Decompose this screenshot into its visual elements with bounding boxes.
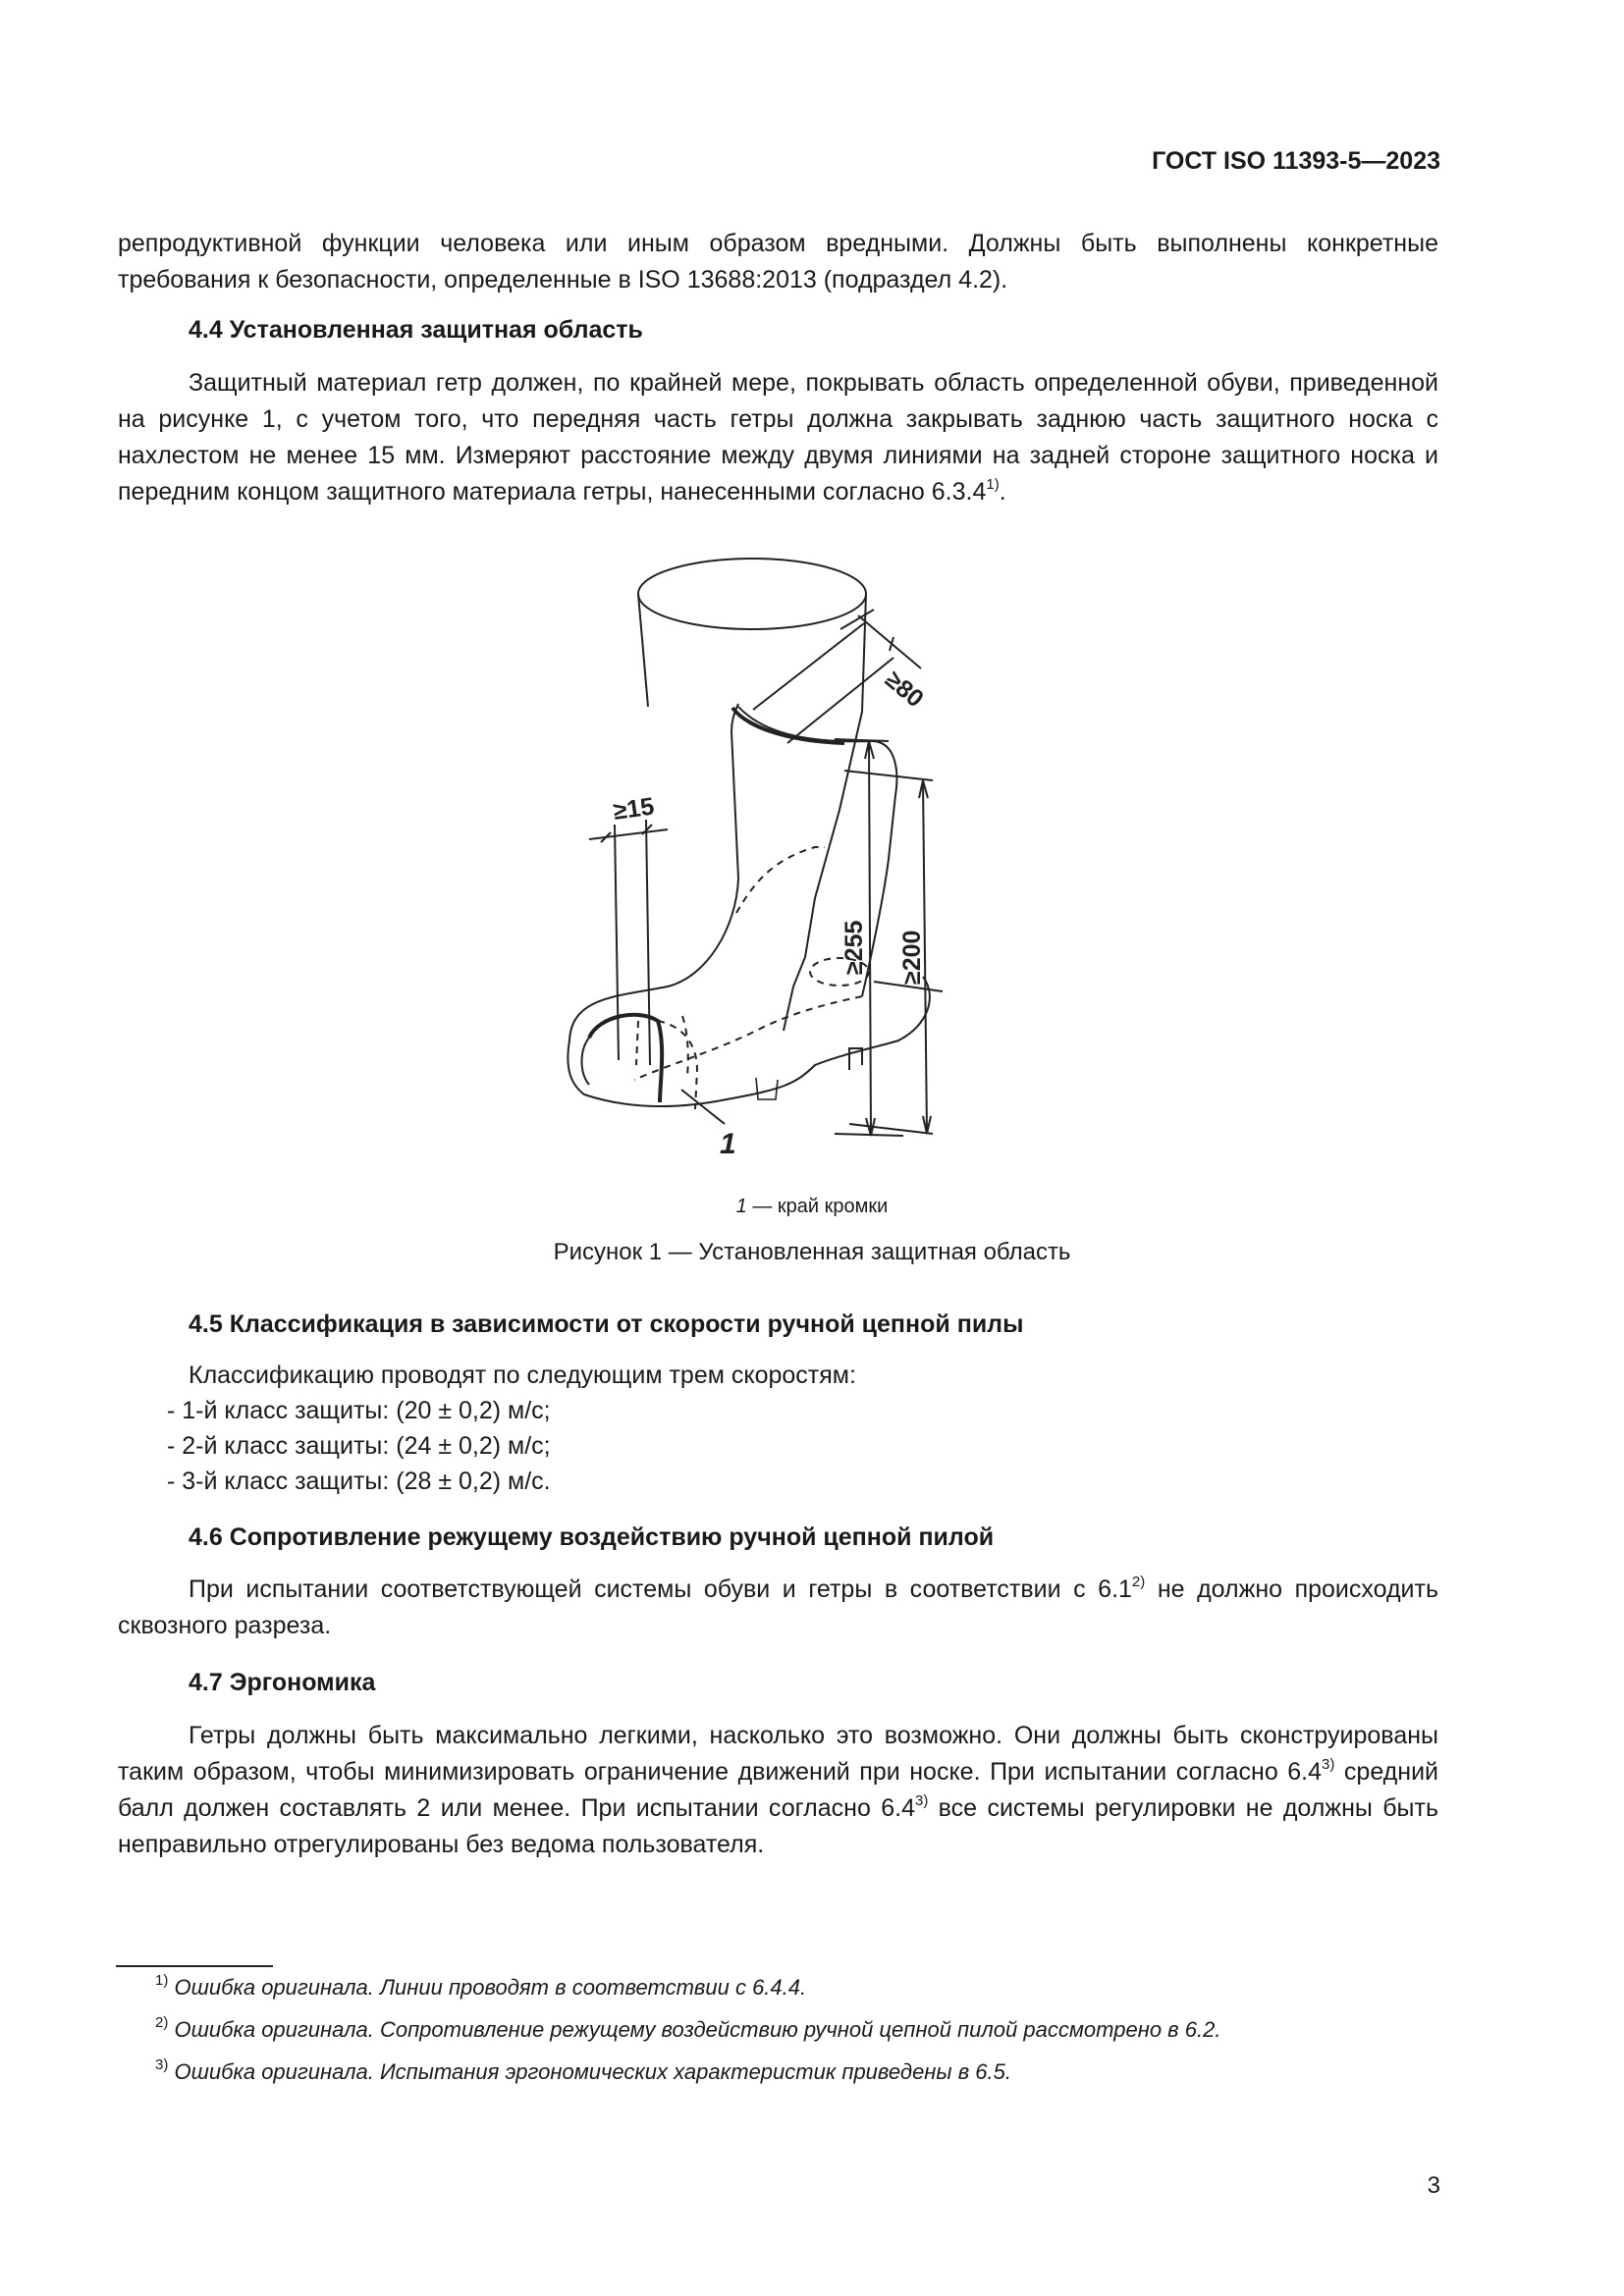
dim-label-80: ≥80 — [880, 666, 929, 714]
footnote-mark-1: 1) — [155, 1971, 169, 1989]
figure-1-boot-drawing — [550, 535, 1021, 1163]
footnote-1 — [155, 1971, 807, 2001]
dim-label-15: ≥15 — [611, 792, 656, 826]
section-4-6-heading: 4.6 Сопротивление режущему воздействию ручной цепной пилой — [189, 1523, 995, 1551]
section-4-4-body: Защитный материал гетр должен, по крайней мере, покрывать область определенной обуви, приведенной на рисунке 1, с учетом того, что передняя часть гетры должна закрывать заднюю часть защитного носка с нахлестом не менее 15 мм. Измеряют расстояние между двумя линиями на задней стороне защитного носка и передним концом защитного материала гетры, нанесенными согласно 6.3.4 — [118, 369, 1438, 506]
footnote-mark-2: 2) — [155, 2013, 169, 2031]
section-4-6-body-a: При испытании соответствующей системы обуви и гетры в соответствии с 6.1 — [189, 1575, 1132, 1603]
dim-label-255: ≥255 — [840, 920, 868, 975]
section-4-4-text — [118, 365, 1438, 510]
footnote-ref-2: 2) — [1131, 1573, 1146, 1590]
footnote-text-1: Ошибка оригинала. Линии проводят в соответствии с 6.4.4. — [174, 1975, 807, 2000]
footnote-mark-3: 3) — [155, 2056, 169, 2073]
document-code: ГОСТ ISO 11393-5—2023 — [1152, 147, 1440, 175]
section-4-6-text — [118, 1572, 1438, 1644]
section-4-6-body-b: не должно происходить сквозного разреза. — [118, 1575, 1439, 1639]
footnote-3 — [155, 2056, 1012, 2085]
figure-marker-1: 1 — [720, 1128, 736, 1160]
class-item-1: - 1-й класс защиты: (20 ± 0,2) м/с; — [167, 1397, 551, 1424]
boot-shaft-top — [638, 559, 866, 629]
intro-paragraph: репродуктивной функции человека или иным образом вредными. Должны быть выполнены конкретные требования к безопасности, определенные в ISO 13688:2013 (подраздел 4.2). — [118, 230, 1438, 294]
class-item-3: - 3-й класс защиты: (28 ± 0,2) м/с. — [167, 1468, 551, 1495]
footnote-2 — [155, 2013, 1221, 2043]
figure-caption: Рисунок 1 — Установленная защитная область — [553, 1239, 1071, 1265]
section-4-7-heading: 4.7 Эргономика — [189, 1669, 376, 1696]
boot-outline — [568, 704, 930, 1106]
footnote-ref-3b: 3) — [914, 1791, 929, 1809]
footnote-ref-1: 1) — [986, 475, 1000, 493]
section-4-7-text — [118, 1718, 1438, 1863]
figure-legend-number: 1 — [735, 1196, 747, 1217]
section-4-7-body-b: средний балл должен составлять 2 или менее. При испытании согласно 6.4 — [118, 1758, 1438, 1822]
footnote-separator — [116, 1965, 273, 1967]
section-4-4-end: . — [999, 478, 1006, 506]
class-item-2: - 2-й класс защиты: (24 ± 0,2) м/с; — [167, 1432, 551, 1460]
footnote-text-2: Ошибка оригинала. Сопротивление режущему воздействию ручной цепной пилой рассмотрено в 6.2. — [174, 2017, 1221, 2042]
section-4-5-lead: Классификацию проводят по следующим трем скоростям: — [189, 1362, 856, 1389]
footnote-ref-3a: 3) — [1322, 1755, 1335, 1773]
page-number: 3 — [1427, 2172, 1440, 2199]
figure-legend-text: — край кромки — [746, 1196, 889, 1217]
figure-legend — [0, 1196, 1624, 1218]
footnote-text-3: Ошибка оригинала. Испытания эргономических характеристик приведены в 6.5. — [174, 2059, 1012, 2084]
section-4-4-heading: 4.4 Установленная защитная область — [189, 316, 643, 344]
dim-label-200: ≥200 — [898, 930, 926, 985]
section-4-7-body-c: все системы регулировки не должны быть неправильно отрегулированы без ведома пользователя. — [118, 1794, 1438, 1858]
section-4-5-heading: 4.5 Классификация в зависимости от скорости ручной цепной пилы — [189, 1310, 1024, 1338]
section-4-7-body-a: Гетры должны быть максимально легкими, насколько это возможно. Они должны быть сконструированы таким образом, чтобы минимизировать ограничение движений при носке. При испытании согласно 6.4 — [118, 1722, 1438, 1786]
